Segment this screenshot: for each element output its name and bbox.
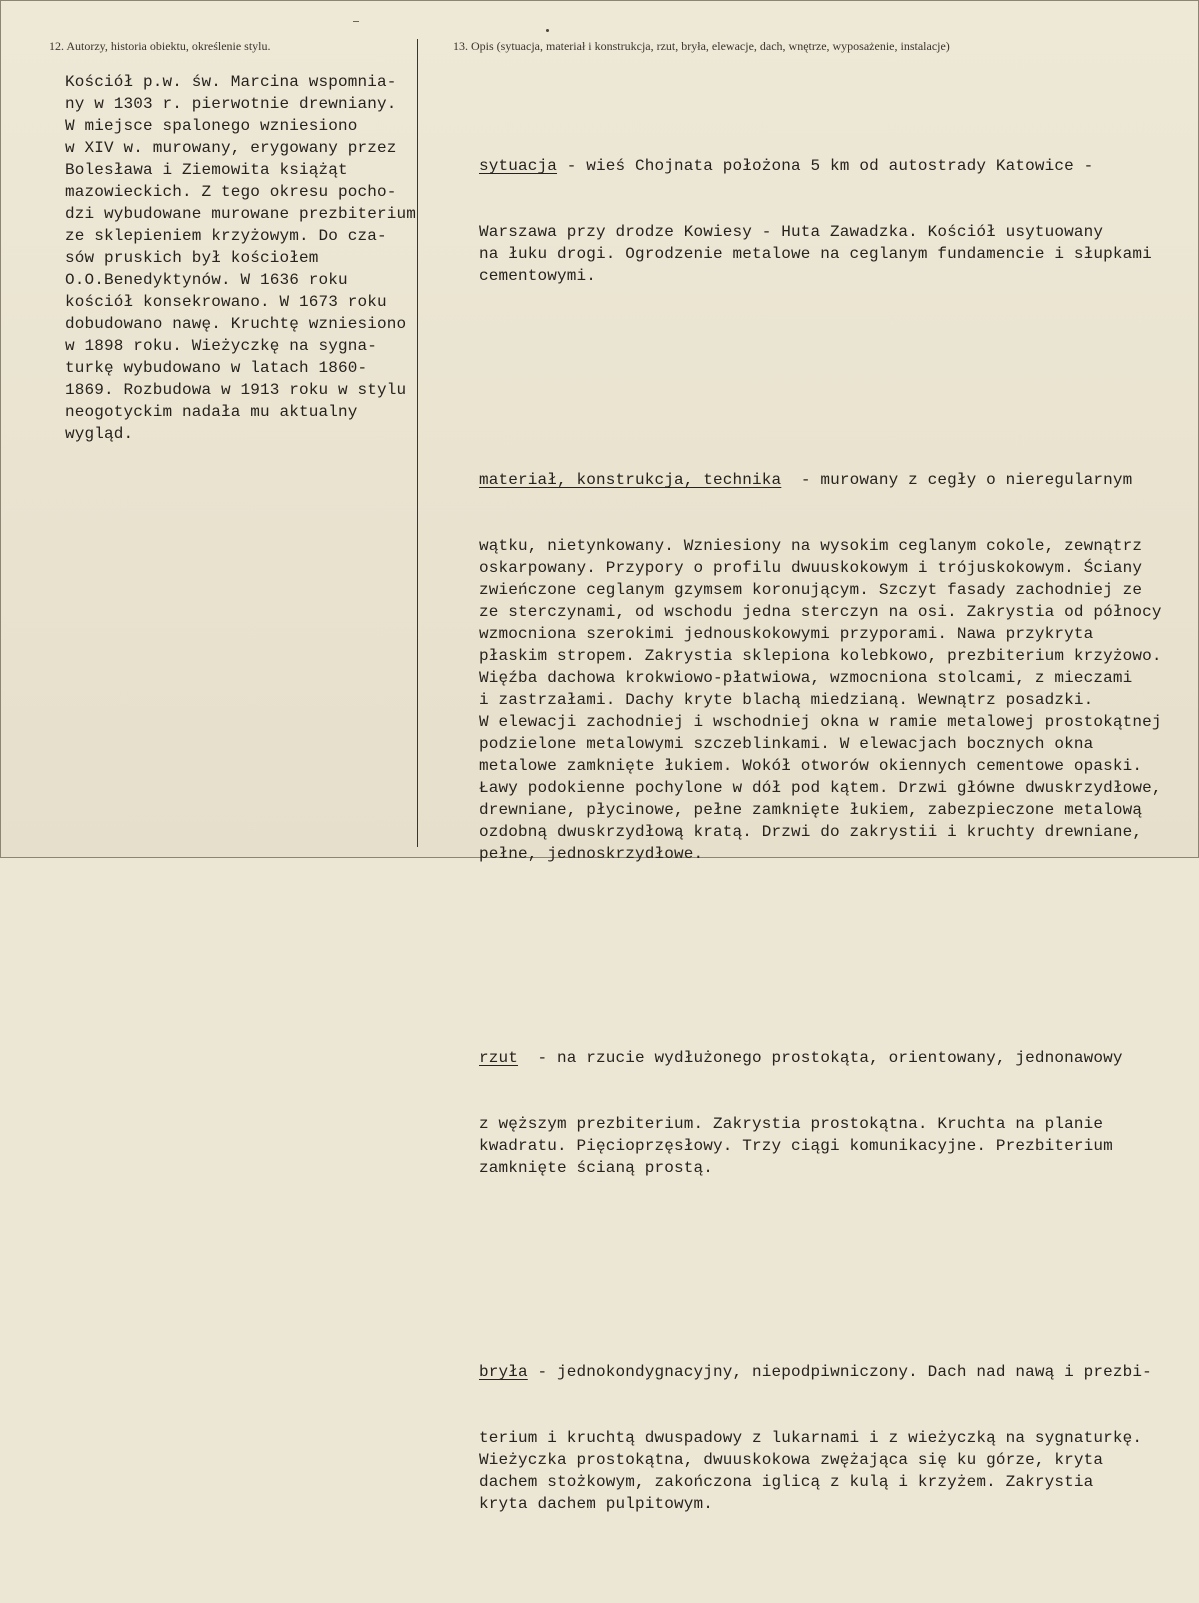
text-line: kościół konsekrowano. W 1673 roku [65, 293, 387, 311]
text-line: turkę wybudowano w latach 1860- [65, 359, 368, 377]
text-line: dachem stożkowym, zakończona iglicą z kulą i krzyżem. Zakrystia [479, 1473, 1094, 1491]
text-line: - jednokondygnacyjny, niepodpiwniczony. Dach nad nawą i prezbi- [527, 1363, 1152, 1381]
text-line: - murowany z cegły o nieregularnym [781, 471, 1133, 489]
text-line: - na rzucie wydłużonego prostokąta, orientowany, jednonawowy [518, 1049, 1123, 1067]
text-line: wzmocniona szerokimi jednouskokowymi przyporami. Nawa przykryta [479, 625, 1094, 643]
text-line: W elewacji zachodniej i wschodniej okna w ramie metalowej prostokątnej [479, 713, 1162, 731]
paragraph-material [479, 425, 1162, 909]
text-line: wątku, nietynkowany. Wzniesiony na wysokim ceglanym cokole, zewnątrz [479, 537, 1143, 555]
section-header-authors-history: 12. Autorzy, historia obiektu, określenie stylu. [49, 39, 271, 53]
text-line: zwieńczone ceglanym gzymsem koronującym. Szczyt fasady zachodniej ze [479, 581, 1143, 599]
paragraph-sytuacja [479, 111, 1162, 331]
text-line: płaskim stropem. Zakrystia sklepiona kolebkowo, prezbiterium krzyżowo. [479, 647, 1162, 665]
text-line: neogotyckim nadała mu aktualny [65, 403, 358, 421]
text-line: Kościół p.w. św. Marcina wspomnia- [65, 73, 397, 91]
text-line: dzi wybudowane murowane prezbiterium [65, 205, 417, 223]
text-line: i zastrzałami. Dachy kryte blachą miedzianą. Wewnątrz posadzki. [479, 691, 1094, 709]
text-line: ze sklepieniem krzyżowym. Do cza- [65, 227, 387, 245]
text-line: O.O.Benedyktynów. W 1636 roku [65, 271, 348, 289]
paragraph-rzut [479, 1003, 1162, 1223]
text-line: wygląd. [65, 425, 134, 443]
description-text [479, 67, 1162, 1603]
heading-bryla: bryła [479, 1363, 528, 1381]
text-line: cementowymi. [479, 267, 597, 285]
text-line: metalowe zamknięte łukiem. Wokół otworów okiennych cementowe opaski. [479, 757, 1143, 775]
heading-material: materiał, konstrukcja, technika [479, 471, 782, 489]
text-line: oskarpowany. Przypory o profilu dwuuskokowym i trójuskokowym. Ściany [479, 559, 1143, 577]
heading-sytuacja: sytuacja [479, 157, 558, 175]
text-line: zamknięte ścianą prostą. [479, 1159, 714, 1177]
text-line: w XIV w. murowany, erygowany przez [65, 139, 397, 157]
text-line: ny w 1303 r. pierwotnie drewniany. [65, 95, 397, 113]
text-line: dobudowano nawę. Kruchtę wzniesiono [65, 315, 407, 333]
text-line: podzielone metalowymi szczeblinkami. W elewacjach bocznych okna [479, 735, 1094, 753]
text-line: ze sterczynami, od wschodu jedna sterczyn na osi. Zakrystia od północy [479, 603, 1162, 621]
paragraph-bryla [479, 1317, 1162, 1559]
text-line: kryta dachem pulpitowym. [479, 1495, 714, 1513]
text-line: drewniane, płycinowe, pełne zamknięte łukiem, zabezpieczone metalową [479, 801, 1143, 819]
text-line: na łuku drogi. Ogrodzenie metalowe na ceglanym fundamencie i słupkami [479, 245, 1152, 263]
text-line: w 1898 roku. Wieżyczkę na sygna- [65, 337, 378, 355]
heading-rzut: rzut [479, 1049, 519, 1067]
text-line: - wieś Chojnata położona 5 km od autostrady Katowice - [557, 157, 1094, 175]
text-line: Więźba dachowa krokwiowo-płatwiowa, wzmocniona stolcami, z mieczami [479, 669, 1133, 687]
text-line: 1869. Rozbudowa w 1913 roku w stylu [65, 381, 407, 399]
ink-dot [546, 29, 549, 32]
text-line: W miejsce spalonego wzniesiono [65, 117, 358, 135]
pencil-mark [353, 21, 359, 22]
history-text [65, 71, 416, 445]
text-line: kwadratu. Pięcioprzęsłowy. Trzy ciągi komunikacyjne. Prezbiterium [479, 1137, 1113, 1155]
section-header-description: 13. Opis (sytuacja, materiał i konstrukcja, rzut, bryła, elewacje, dach, wnętrze, wyposażenie, instalacje) [453, 39, 950, 53]
text-line: Ławy podokienne pochylone w dół pod kątem. Drzwi główne dwuskrzydłowe, [479, 779, 1162, 797]
text-line: ozdobną dwuskrzydłową kratą. Drzwi do zakrystii i kruchty drewniane, [479, 823, 1143, 841]
text-line: Bolesława i Ziemowita książąt [65, 161, 348, 179]
text-line: Warszawa przy drodze Kowiesy - Huta Zawadzka. Kościół usytuowany [479, 223, 1104, 241]
text-line: z węższym prezbiterium. Zakrystia prostokątna. Kruchta na planie [479, 1115, 1104, 1133]
text-line: pełne, jednoskrzydłowe. [479, 845, 704, 863]
text-line: mazowieckich. Z tego okresu pocho- [65, 183, 397, 201]
text-line: sów pruskich był kościołem [65, 249, 319, 267]
text-line: terium i kruchtą dwuspadowy z lukarnami i z wieżyczką na sygnaturkę. [479, 1429, 1143, 1447]
column-divider [417, 39, 418, 847]
text-line: Wieżyczka prostokątna, dwuuskokowa zwężająca się ku górze, kryta [479, 1451, 1104, 1469]
